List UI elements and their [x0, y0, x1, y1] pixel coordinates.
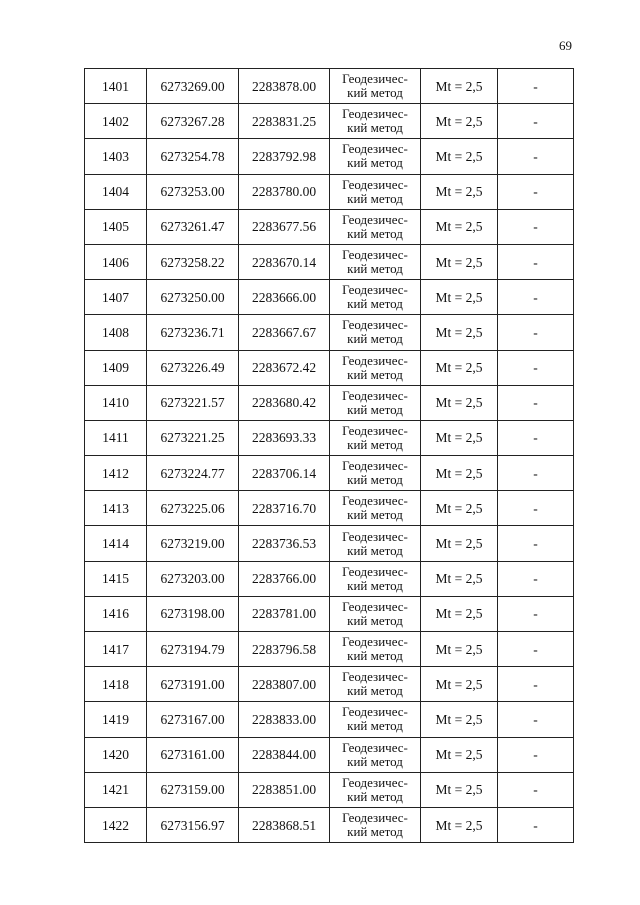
- method-line-2: кий метод: [347, 190, 403, 206]
- point-number-cell: 1415: [85, 561, 147, 596]
- table-row: [85, 807, 574, 842]
- x-coordinate-cell: 6273236.71: [147, 315, 239, 350]
- x-coordinate-cell: 6273258.22: [147, 244, 239, 279]
- method-line-2: кий метод: [347, 612, 403, 628]
- table-row: [85, 737, 574, 772]
- x-coordinate-cell: 6273261.47: [147, 209, 239, 244]
- x-coordinate-cell: 6273253.00: [147, 174, 239, 209]
- x-coordinate-cell: 6273161.00: [147, 737, 239, 772]
- method-line-1: Геодезичес-: [342, 563, 408, 579]
- accuracy-cell: Mt = 2,5: [421, 702, 498, 737]
- point-number-cell: 1421: [85, 772, 147, 807]
- x-coordinate-cell: 6273226.49: [147, 350, 239, 385]
- table-row: [85, 491, 574, 526]
- accuracy-cell: Mt = 2,5: [421, 632, 498, 667]
- y-coordinate-cell: 2283766.00: [239, 561, 330, 596]
- method-line-2: кий метод: [347, 85, 403, 101]
- note-cell: -: [498, 139, 574, 174]
- table-row: [85, 280, 574, 315]
- y-coordinate-cell: 2283693.33: [239, 420, 330, 455]
- y-coordinate-cell: 2283831.25: [239, 104, 330, 139]
- table-row: [85, 209, 574, 244]
- method-cell: [330, 420, 421, 455]
- method-line-1: Геодезичес-: [342, 387, 408, 403]
- table-row: [85, 667, 574, 702]
- y-coordinate-cell: 2283878.00: [239, 69, 330, 104]
- method-cell: [330, 526, 421, 561]
- y-coordinate-cell: 2283680.42: [239, 385, 330, 420]
- point-number-cell: 1412: [85, 456, 147, 491]
- table-row: [85, 632, 574, 667]
- accuracy-cell: Mt = 2,5: [421, 491, 498, 526]
- method-cell: [330, 174, 421, 209]
- accuracy-cell: Mt = 2,5: [421, 456, 498, 491]
- method-line-1: Геодезичес-: [342, 282, 408, 298]
- method-line-1: Геодезичес-: [342, 774, 408, 790]
- x-coordinate-cell: 6273156.97: [147, 807, 239, 842]
- note-cell: -: [498, 350, 574, 385]
- table-row: [85, 385, 574, 420]
- x-coordinate-cell: 6273269.00: [147, 69, 239, 104]
- table-row: [85, 174, 574, 209]
- accuracy-cell: Mt = 2,5: [421, 385, 498, 420]
- accuracy-cell: Mt = 2,5: [421, 69, 498, 104]
- accuracy-cell: Mt = 2,5: [421, 350, 498, 385]
- method-cell: [330, 385, 421, 420]
- accuracy-cell: Mt = 2,5: [421, 104, 498, 139]
- y-coordinate-cell: 2283833.00: [239, 702, 330, 737]
- method-cell: [330, 139, 421, 174]
- y-coordinate-cell: 2283868.51: [239, 807, 330, 842]
- method-cell: [330, 667, 421, 702]
- method-line-2: кий метод: [347, 436, 403, 452]
- table-row: [85, 456, 574, 491]
- method-line-2: кий метод: [347, 648, 403, 664]
- x-coordinate-cell: 6273267.28: [147, 104, 239, 139]
- x-coordinate-cell: 6273225.06: [147, 491, 239, 526]
- method-line-1: Геодезичес-: [342, 598, 408, 614]
- method-line-2: кий метод: [347, 225, 403, 241]
- note-cell: -: [498, 807, 574, 842]
- table-row: [85, 139, 574, 174]
- point-number-cell: 1418: [85, 667, 147, 702]
- method-line-1: Геодезичес-: [342, 71, 408, 87]
- x-coordinate-cell: 6273219.00: [147, 526, 239, 561]
- method-cell: [330, 280, 421, 315]
- point-number-cell: 1405: [85, 209, 147, 244]
- method-line-1: Геодезичес-: [342, 739, 408, 755]
- method-cell: [330, 104, 421, 139]
- point-number-cell: 1413: [85, 491, 147, 526]
- note-cell: -: [498, 174, 574, 209]
- note-cell: -: [498, 526, 574, 561]
- accuracy-cell: Mt = 2,5: [421, 420, 498, 455]
- note-cell: -: [498, 456, 574, 491]
- page-number: 69: [559, 38, 572, 53]
- note-cell: -: [498, 385, 574, 420]
- y-coordinate-cell: 2283706.14: [239, 456, 330, 491]
- method-line-2: кий метод: [347, 788, 403, 804]
- note-cell: -: [498, 772, 574, 807]
- method-line-2: кий метод: [347, 824, 403, 840]
- note-cell: -: [498, 632, 574, 667]
- coordinates-table: [84, 68, 574, 843]
- table-row: [85, 104, 574, 139]
- point-number-cell: 1416: [85, 596, 147, 631]
- note-cell: -: [498, 667, 574, 702]
- table-row: [85, 350, 574, 385]
- note-cell: -: [498, 280, 574, 315]
- y-coordinate-cell: 2283736.53: [239, 526, 330, 561]
- method-line-2: кий метод: [347, 261, 403, 277]
- accuracy-cell: Mt = 2,5: [421, 807, 498, 842]
- accuracy-cell: Mt = 2,5: [421, 315, 498, 350]
- method-cell: [330, 315, 421, 350]
- y-coordinate-cell: 2283851.00: [239, 772, 330, 807]
- point-number-cell: 1411: [85, 420, 147, 455]
- method-cell: [330, 561, 421, 596]
- point-number-cell: 1401: [85, 69, 147, 104]
- y-coordinate-cell: 2283796.58: [239, 632, 330, 667]
- method-cell: [330, 491, 421, 526]
- note-cell: -: [498, 561, 574, 596]
- note-cell: -: [498, 315, 574, 350]
- x-coordinate-cell: 6273194.79: [147, 632, 239, 667]
- point-number-cell: 1402: [85, 104, 147, 139]
- method-line-2: кий метод: [347, 120, 403, 136]
- method-cell: [330, 350, 421, 385]
- point-number-cell: 1406: [85, 244, 147, 279]
- note-cell: -: [498, 491, 574, 526]
- method-line-1: Геодезичес-: [342, 458, 408, 474]
- method-line-2: кий метод: [347, 577, 403, 593]
- method-line-1: Геодезичес-: [342, 247, 408, 263]
- x-coordinate-cell: 6273250.00: [147, 280, 239, 315]
- y-coordinate-cell: 2283667.67: [239, 315, 330, 350]
- point-number-cell: 1403: [85, 139, 147, 174]
- table-row: [85, 315, 574, 350]
- table-row: [85, 561, 574, 596]
- method-line-1: Геодезичес-: [342, 493, 408, 509]
- accuracy-cell: Mt = 2,5: [421, 596, 498, 631]
- point-number-cell: 1414: [85, 526, 147, 561]
- method-line-2: кий метод: [347, 366, 403, 382]
- method-cell: [330, 772, 421, 807]
- method-cell: [330, 737, 421, 772]
- x-coordinate-cell: 6273198.00: [147, 596, 239, 631]
- y-coordinate-cell: 2283672.42: [239, 350, 330, 385]
- y-coordinate-cell: 2283844.00: [239, 737, 330, 772]
- note-cell: -: [498, 104, 574, 139]
- method-line-1: Геодезичес-: [342, 352, 408, 368]
- method-line-1: Геодезичес-: [342, 634, 408, 650]
- table-row: [85, 596, 574, 631]
- x-coordinate-cell: 6273224.77: [147, 456, 239, 491]
- note-cell: -: [498, 702, 574, 737]
- point-number-cell: 1419: [85, 702, 147, 737]
- method-line-1: Геодезичес-: [342, 211, 408, 227]
- table-row: [85, 244, 574, 279]
- accuracy-cell: Mt = 2,5: [421, 280, 498, 315]
- y-coordinate-cell: 2283677.56: [239, 209, 330, 244]
- y-coordinate-cell: 2283670.14: [239, 244, 330, 279]
- method-line-2: кий метод: [347, 507, 403, 523]
- x-coordinate-cell: 6273221.25: [147, 420, 239, 455]
- method-line-1: Геодезичес-: [342, 422, 408, 438]
- point-number-cell: 1410: [85, 385, 147, 420]
- method-line-2: кий метод: [347, 753, 403, 769]
- method-cell: [330, 596, 421, 631]
- table-row: [85, 69, 574, 104]
- method-line-2: кий метод: [347, 331, 403, 347]
- point-number-cell: 1409: [85, 350, 147, 385]
- note-cell: -: [498, 596, 574, 631]
- accuracy-cell: Mt = 2,5: [421, 244, 498, 279]
- method-cell: [330, 244, 421, 279]
- y-coordinate-cell: 2283716.70: [239, 491, 330, 526]
- accuracy-cell: Mt = 2,5: [421, 209, 498, 244]
- method-line-1: Геодезичес-: [342, 176, 408, 192]
- x-coordinate-cell: 6273191.00: [147, 667, 239, 702]
- point-number-cell: 1404: [85, 174, 147, 209]
- method-line-1: Геодезичес-: [342, 669, 408, 685]
- method-cell: [330, 69, 421, 104]
- x-coordinate-cell: 6273203.00: [147, 561, 239, 596]
- accuracy-cell: Mt = 2,5: [421, 526, 498, 561]
- note-cell: -: [498, 209, 574, 244]
- accuracy-cell: Mt = 2,5: [421, 174, 498, 209]
- point-number-cell: 1417: [85, 632, 147, 667]
- table-row: [85, 702, 574, 737]
- x-coordinate-cell: 6273167.00: [147, 702, 239, 737]
- method-line-2: кий метод: [347, 718, 403, 734]
- y-coordinate-cell: 2283807.00: [239, 667, 330, 702]
- method-line-1: Геодезичес-: [342, 317, 408, 333]
- accuracy-cell: Mt = 2,5: [421, 737, 498, 772]
- method-cell: [330, 807, 421, 842]
- method-line-2: кий метод: [347, 472, 403, 488]
- method-line-1: Геодезичес-: [342, 141, 408, 157]
- method-cell: [330, 632, 421, 667]
- method-line-2: кий метод: [347, 155, 403, 171]
- x-coordinate-cell: 6273254.78: [147, 139, 239, 174]
- accuracy-cell: Mt = 2,5: [421, 772, 498, 807]
- point-number-cell: 1422: [85, 807, 147, 842]
- x-coordinate-cell: 6273159.00: [147, 772, 239, 807]
- coordinates-table-body: [85, 69, 574, 843]
- method-cell: [330, 209, 421, 244]
- method-line-1: Геодезичес-: [342, 106, 408, 122]
- accuracy-cell: Mt = 2,5: [421, 139, 498, 174]
- accuracy-cell: Mt = 2,5: [421, 561, 498, 596]
- method-line-1: Геодезичес-: [342, 810, 408, 826]
- y-coordinate-cell: 2283781.00: [239, 596, 330, 631]
- accuracy-cell: Mt = 2,5: [421, 667, 498, 702]
- y-coordinate-cell: 2283792.98: [239, 139, 330, 174]
- method-cell: [330, 702, 421, 737]
- method-line-2: кий метод: [347, 401, 403, 417]
- method-line-2: кий метод: [347, 296, 403, 312]
- point-number-cell: 1408: [85, 315, 147, 350]
- method-line-2: кий метод: [347, 542, 403, 558]
- table-row: [85, 420, 574, 455]
- table-row: [85, 772, 574, 807]
- note-cell: -: [498, 737, 574, 772]
- y-coordinate-cell: 2283780.00: [239, 174, 330, 209]
- point-number-cell: 1420: [85, 737, 147, 772]
- note-cell: -: [498, 420, 574, 455]
- method-line-1: Геодезичес-: [342, 528, 408, 544]
- method-line-1: Геодезичес-: [342, 704, 408, 720]
- method-line-2: кий метод: [347, 683, 403, 699]
- note-cell: -: [498, 69, 574, 104]
- table-row: [85, 526, 574, 561]
- note-cell: -: [498, 244, 574, 279]
- point-number-cell: 1407: [85, 280, 147, 315]
- method-cell: [330, 456, 421, 491]
- x-coordinate-cell: 6273221.57: [147, 385, 239, 420]
- y-coordinate-cell: 2283666.00: [239, 280, 330, 315]
